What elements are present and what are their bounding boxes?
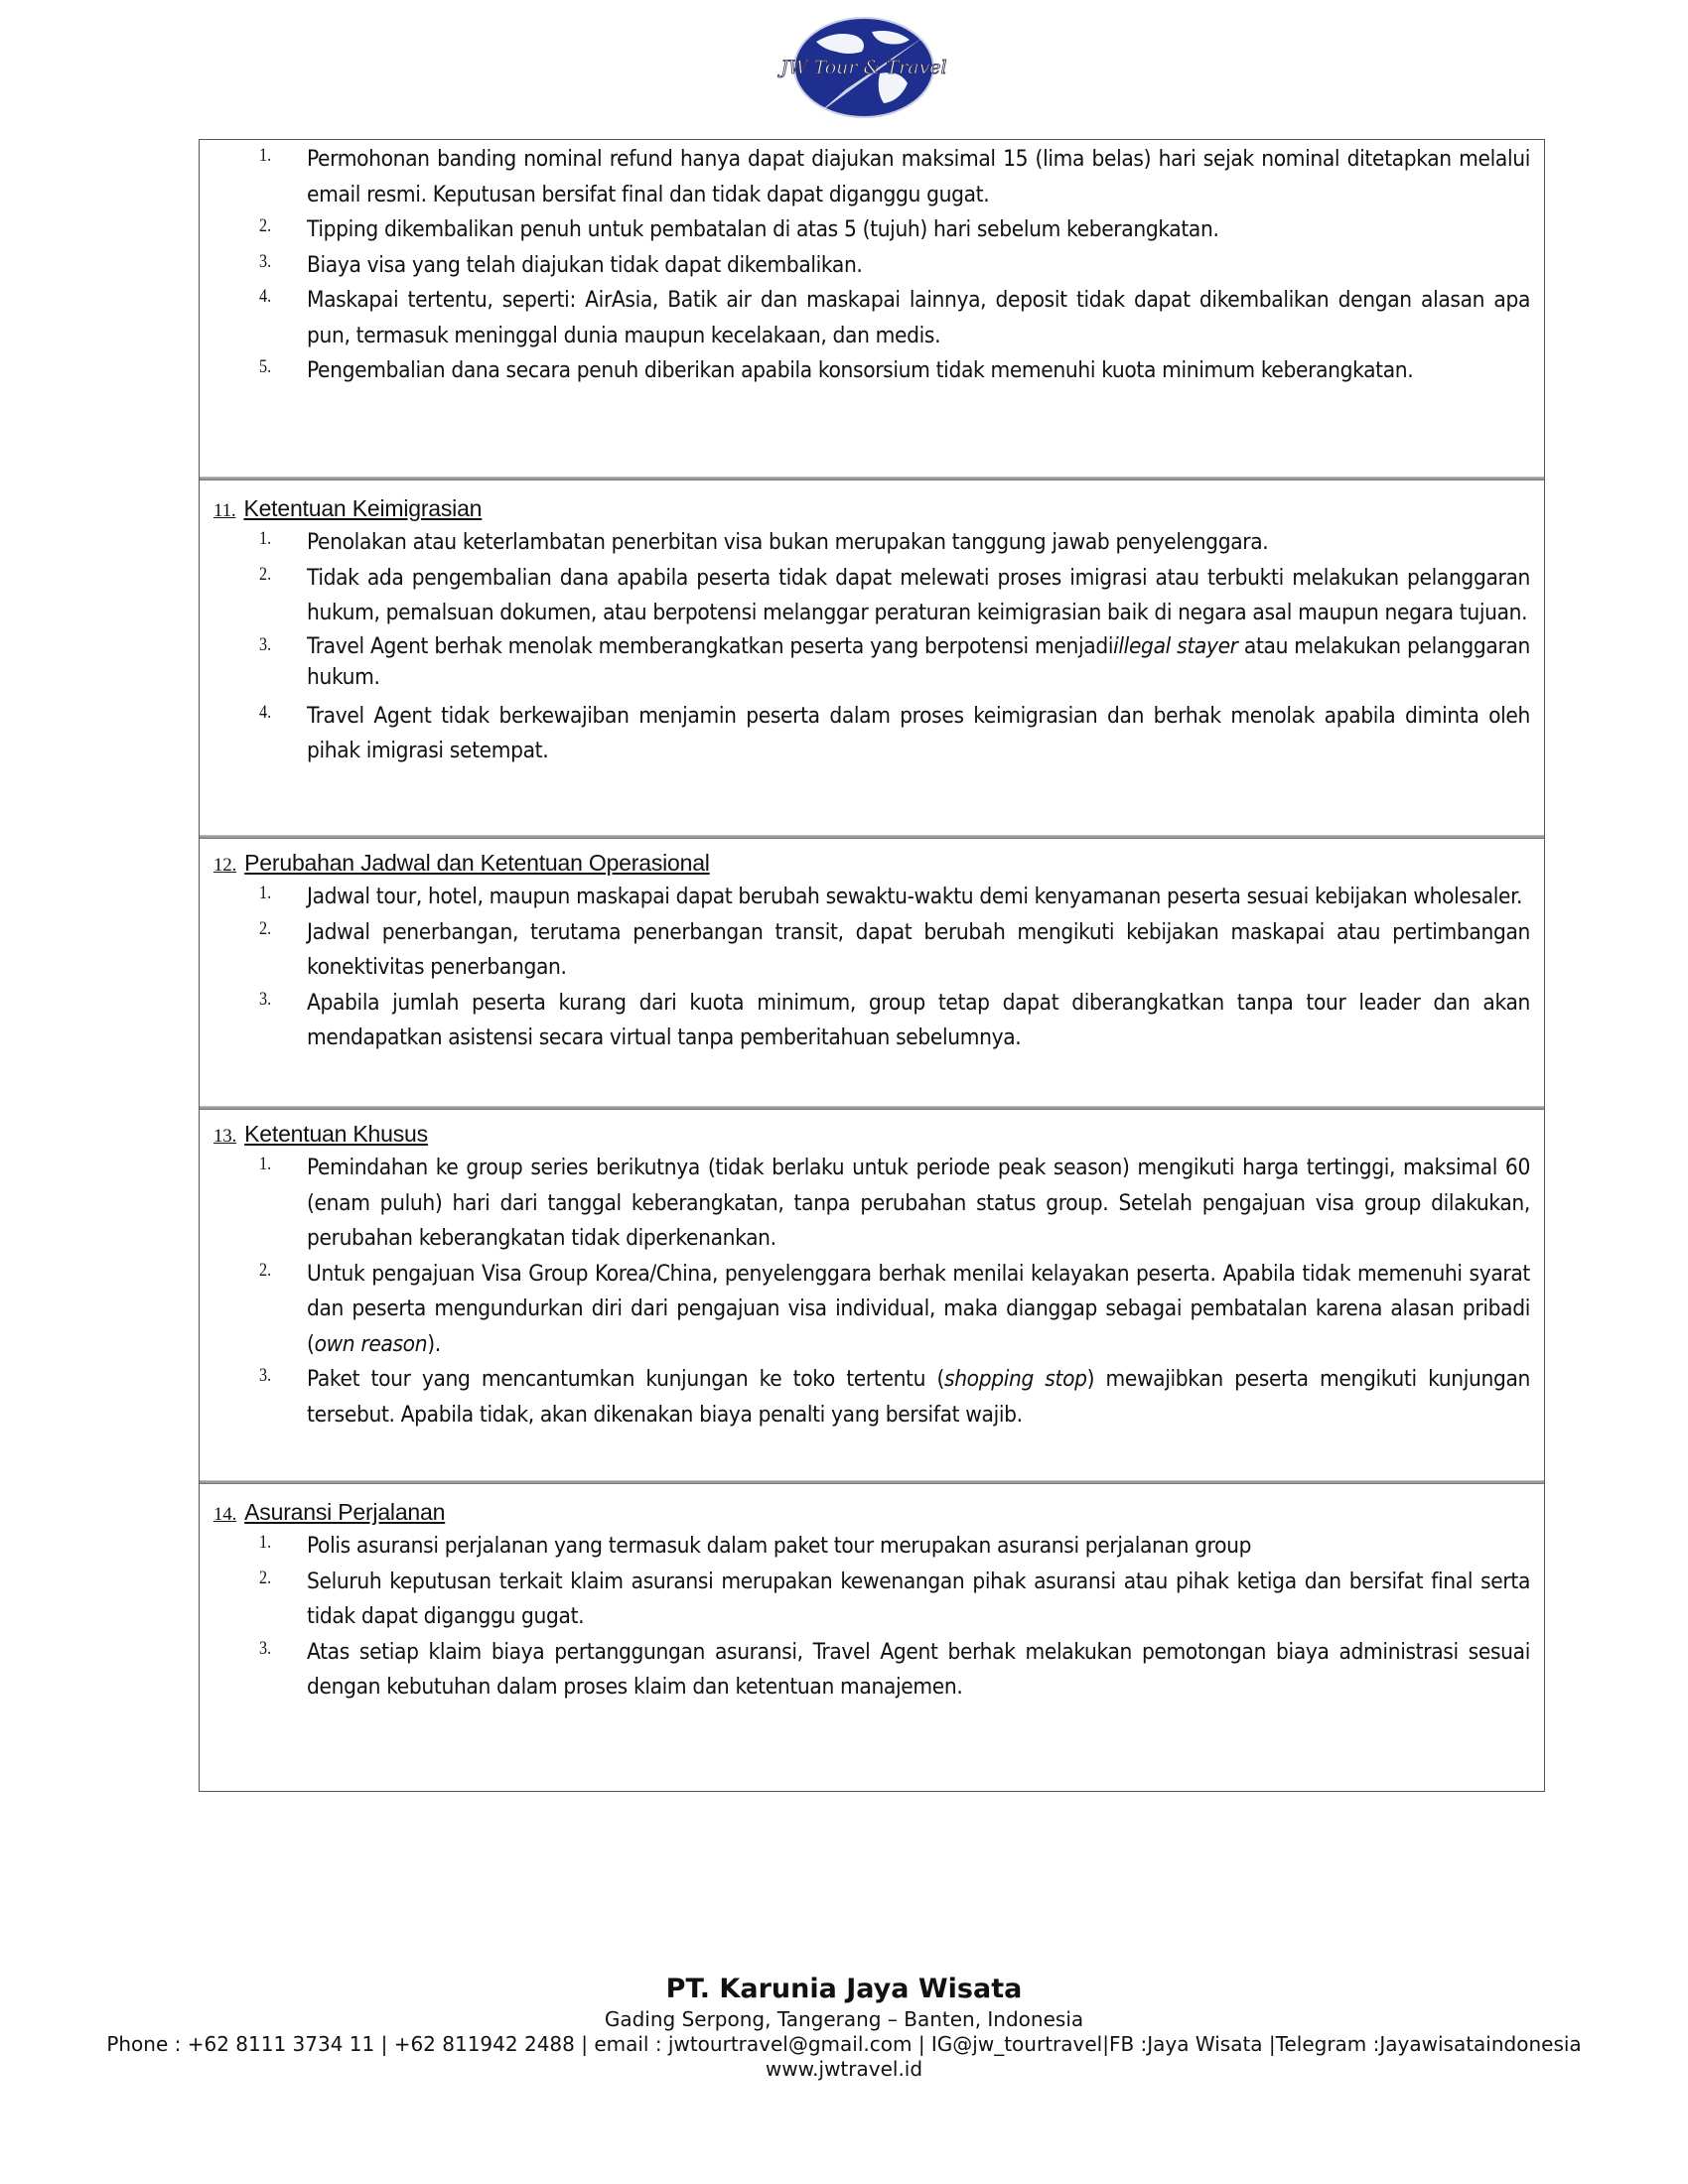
section-title: Asuransi Perjalanan: [244, 1499, 446, 1525]
item-number: 5.: [259, 356, 272, 377]
keimigrasian-list: [200, 525, 1544, 769]
section-title: Ketentuan Khusus: [244, 1121, 428, 1147]
item-text: Seluruh keputusan terkait klaim asuransi merupakan kewenangan pihak asuransi atau pihak ketiga dan bersifat final serta tidak dapat diganggu gugat.: [307, 1568, 1530, 1629]
item-number: 1.: [259, 1532, 272, 1553]
item-text: Tidak ada pengembalian dana apabila peserta tidak dapat melewati proses imigrasi atau terbukti melakukan pelanggaran hukum, pemalsuan dokumen, atau berpotensi melanggar peraturan keimigrasian baik di negara asal maupun negara tujuan.: [307, 564, 1530, 625]
list-item: [200, 1565, 1544, 1635]
item-text: Tipping dikembalikan penuh untuk pembatalan di atas 5 (tujuh) hari sebelum keberangkatan.: [307, 216, 1219, 242]
item-number: 1.: [259, 528, 272, 549]
list-item: [200, 1635, 1544, 1706]
item-number: 1.: [259, 883, 272, 903]
svg-text:JW Tour & Travel: JW Tour & Travel: [780, 57, 947, 78]
item-number: 2.: [259, 563, 272, 585]
item-text: Travel Agent berhak menolak memberangkatkan peserta yang berpotensi menjadiillegal stayer atau melakukan pelanggaran hukum.: [307, 632, 1530, 690]
list-item: [200, 561, 1544, 631]
item-number: 3.: [259, 1637, 272, 1659]
italic-term: shopping stop: [944, 1366, 1087, 1392]
list-item: [200, 212, 1544, 248]
section-divider: [200, 1106, 1544, 1110]
section-refund-continued: [200, 140, 1544, 478]
item-text: Pengembalian dana secara penuh diberikan apabila konsorsium tidak memenuhi kuota minimum keberangkatan.: [307, 357, 1414, 383]
item-number: 2.: [259, 1259, 272, 1281]
item-number: 2.: [259, 1567, 272, 1588]
globe-plane-icon: [776, 12, 951, 123]
italic-term: own reason: [314, 1330, 428, 1357]
item-number: 3.: [259, 250, 272, 272]
item-number: 1.: [259, 145, 272, 166]
section-heading: [213, 1497, 445, 1530]
refund-list: [200, 142, 1544, 389]
list-item: [200, 699, 1544, 769]
asuransi-list: [200, 1529, 1544, 1706]
company-address: Gading Serpong, Tangerang – Banten, Indonesia: [604, 2007, 1084, 2031]
list-item: [200, 1151, 1544, 1257]
italic-term: illegal stayer: [1113, 632, 1238, 659]
item-text: Permohonan banding nominal refund hanya dapat diajukan maksimal 15 (lima belas) hari sejak nominal ditetapkan melalui email resmi. Keputusan bersifat final dan tidak dapat diganggu gugat.: [307, 146, 1530, 207]
terms-table: [199, 139, 1545, 1792]
list-item: [200, 1529, 1544, 1565]
ketentuan-khusus-list: [200, 1151, 1544, 1433]
list-item: [200, 353, 1544, 389]
item-text: Pemindahan ke group series berikutnya (tidak berlaku untuk periode peak season) mengikuti harga tertinggi, maksimal 60 (enam puluh) hari dari tanggal keberangkatan, tanpa perubahan status group. Setelah pengajuan visa group dilakukan, perubahan keberangkatan tidak diperkenankan.: [307, 1155, 1530, 1251]
section-heading: [213, 1119, 428, 1152]
list-item: [200, 525, 1544, 561]
item-number: 3.: [259, 1365, 272, 1386]
company-name: PT. Karunia Jaya Wisata: [665, 1974, 1023, 2004]
company-website: www.jwtravel.id: [765, 2057, 923, 2081]
item-number: 2.: [259, 917, 272, 939]
item-text: Maskapai tertentu, seperti: AirAsia, Batik air dan maskapai lainnya, deposit tidak dapat dikembalikan dengan alasan apa pun, termasuk meninggal dunia maupun kecelakaan, dan medis.: [307, 287, 1530, 348]
item-text: Paket tour yang mencantumkan kunjungan ke toko tertentu (shopping stop) mewajibkan peserta mengikuti kunjungan tersebut. Apabila tidak, akan dikenakan biaya penalti yang bersifat wajib.: [307, 1366, 1530, 1428]
section-number: 11.: [213, 500, 236, 521]
list-item: [200, 631, 1544, 693]
company-logo: [776, 12, 951, 123]
section-number: 12.: [213, 855, 237, 876]
item-number: 4.: [259, 701, 272, 723]
item-text: Travel Agent tidak berkewajiban menjamin peserta dalam proses keimigrasian dan berhak menolak apabila diminta oleh pihak imigrasi setempat.: [307, 702, 1530, 763]
item-number: 3.: [259, 988, 272, 1010]
company-contact: Phone : +62 8111 3734 11 | +62 811942 2488 | email : jwtourtravel@gmail.com | IG@jw_tourtravel|FB :Jaya Wisata |Telegram :Jayawisataindonesia: [106, 2032, 1582, 2056]
list-item: [200, 1362, 1544, 1433]
item-text: Jadwal penerbangan, terutama penerbangan transit, dapat berubah mengikuti kebijakan maskapai atau pertimbangan konektivitas penerbangan.: [307, 918, 1530, 980]
list-item: [200, 880, 1544, 915]
letterhead-footer: [0, 1972, 1688, 2082]
perubahan-jadwal-list: [200, 880, 1544, 1056]
section-title: Perubahan Jadwal dan Ketentuan Operasional: [244, 850, 710, 876]
list-item: [200, 1257, 1544, 1363]
list-item: [200, 986, 1544, 1056]
item-number: 3.: [259, 633, 272, 655]
section-number: 13.: [213, 1126, 237, 1147]
section-heading: [213, 493, 482, 526]
section-heading: [213, 848, 710, 881]
item-text: Polis asuransi perjalanan yang termasuk dalam paket tour merupakan asuransi perjalanan group: [307, 1533, 1252, 1559]
item-text: Penolakan atau keterlambatan penerbitan visa bukan merupakan tanggung jawab penyelenggara.: [307, 529, 1269, 555]
item-text: Biaya visa yang telah diajukan tidak dapat dikembalikan.: [307, 251, 863, 278]
section-title: Ketentuan Keimigrasian: [243, 495, 483, 521]
section-number: 14.: [213, 1504, 237, 1525]
item-text: Untuk pengajuan Visa Group Korea/China, penyelenggara berhak menilai kelayakan peserta. Apabila tidak memenuhi syarat dan peserta mengundurkan diri dari pengajuan visa individual, maka dianggap sebagai pembatalan karena alasan pribadi (own reason).: [307, 1260, 1530, 1357]
section-divider: [200, 835, 1544, 839]
list-item: [200, 283, 1544, 353]
item-number: 1.: [259, 1154, 272, 1174]
list-item: [200, 248, 1544, 284]
item-text: Apabila jumlah peserta kurang dari kuota minimum, group tetap dapat diberangkatkan tanpa tour leader dan akan mendapatkan asistensi secara virtual tanpa pemberitahuan sebelumnya.: [307, 989, 1530, 1050]
item-number: 2.: [259, 215, 272, 236]
item-number: 4.: [259, 286, 272, 307]
list-item: [200, 142, 1544, 212]
section-divider: [200, 1480, 1544, 1484]
section-divider: [200, 477, 1544, 480]
item-text: Atas setiap klaim biaya pertanggungan asuransi, Travel Agent berhak melakukan pemotongan biaya administrasi sesuai dengan kebutuhan dalam proses klaim dan ketentuan manajemen.: [307, 1638, 1530, 1700]
list-item: [200, 915, 1544, 986]
item-text: Jadwal tour, hotel, maupun maskapai dapat berubah sewaktu-waktu demi kenyamanan peserta sesuai kebijakan wholesaler.: [307, 884, 1523, 909]
